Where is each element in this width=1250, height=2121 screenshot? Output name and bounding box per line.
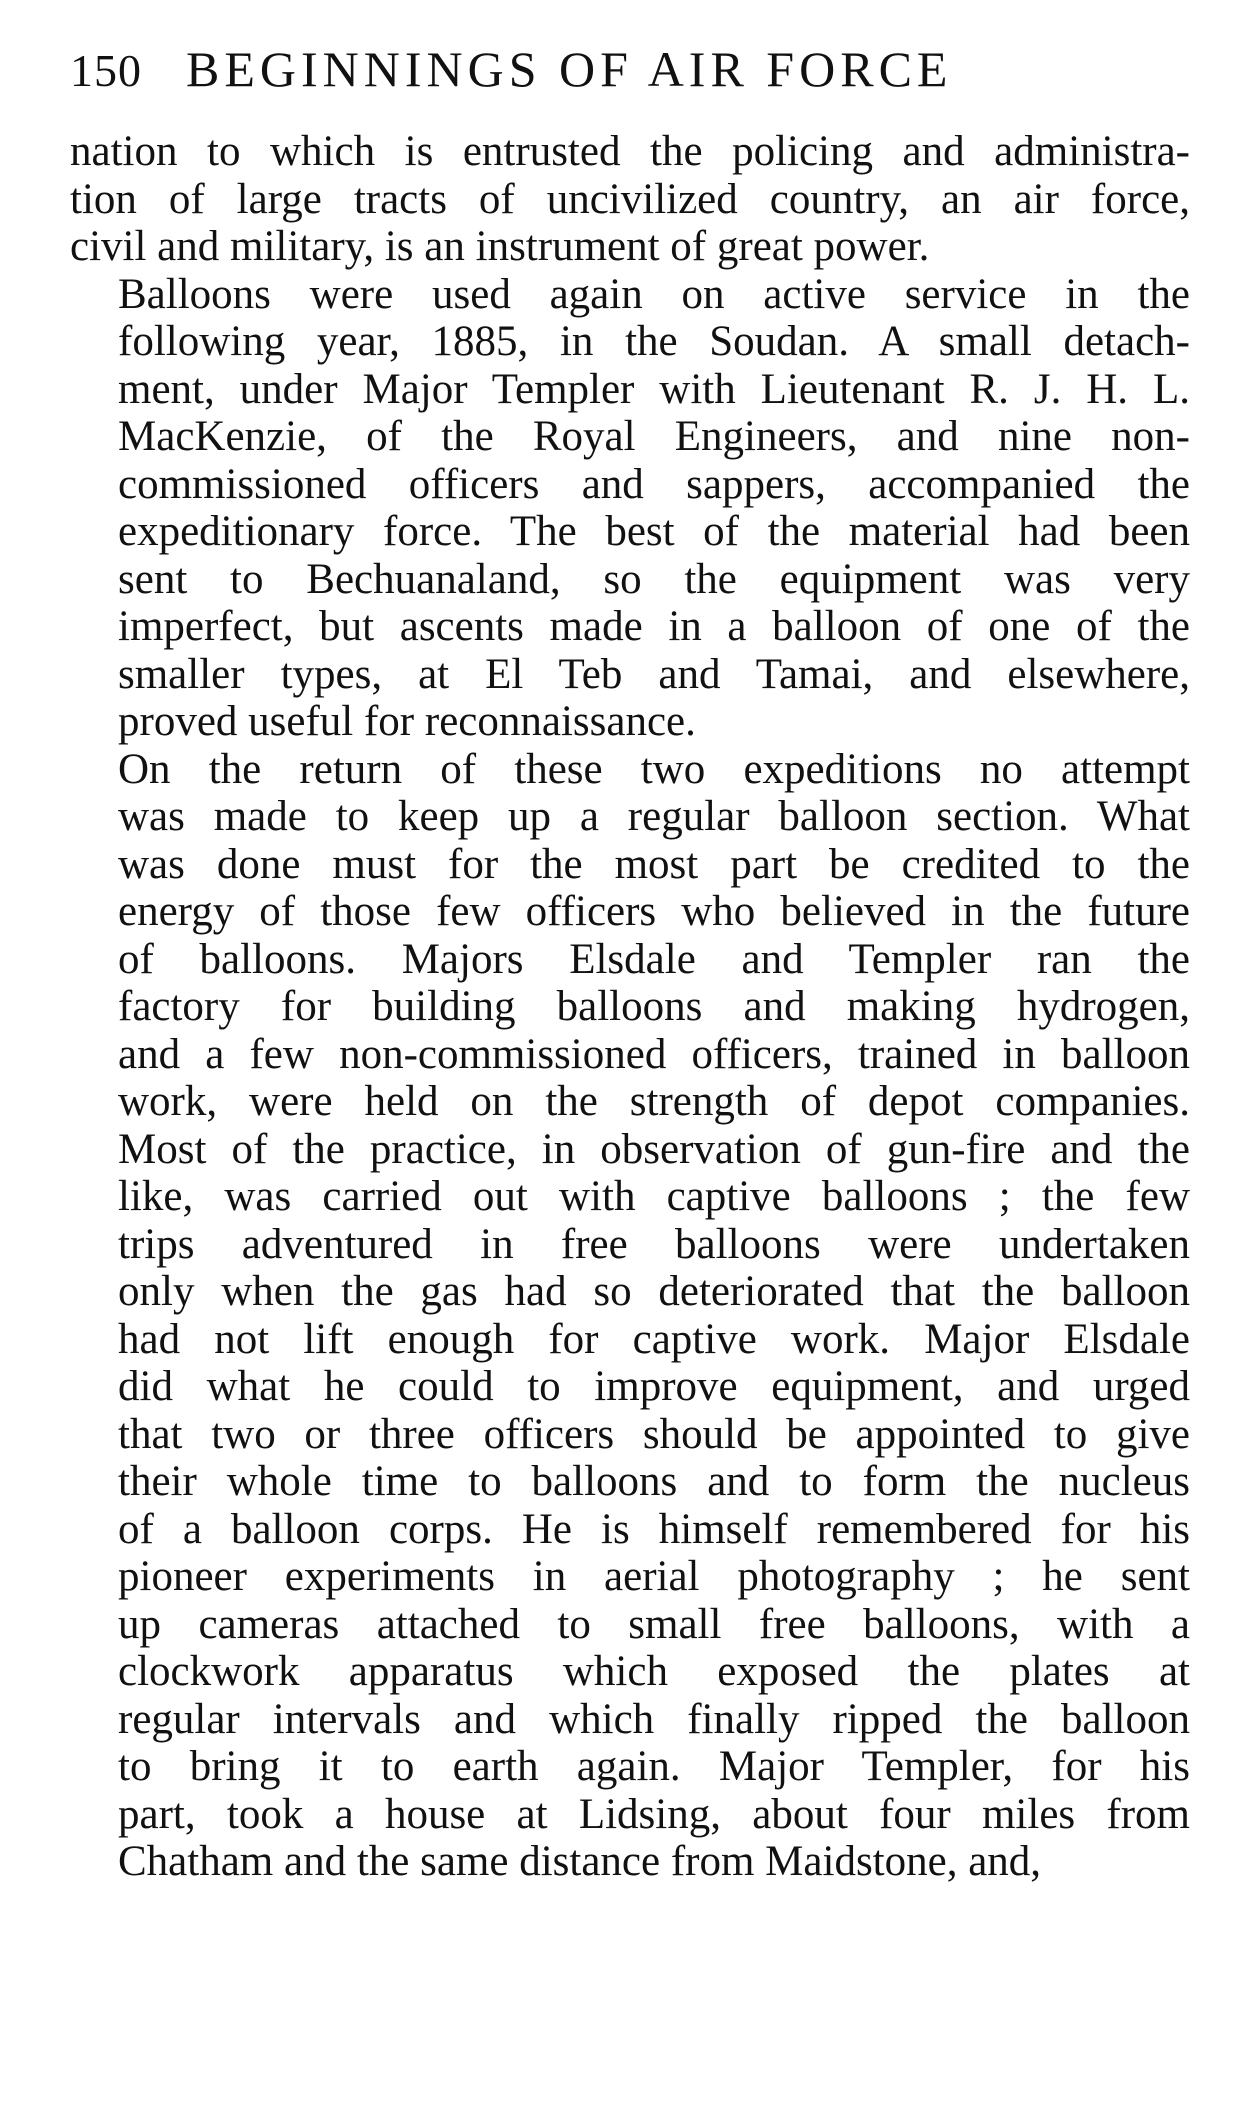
body-text	[70, 128, 1190, 1886]
text-line: following year, 1885, in the Soudan. A small detach-	[118, 318, 1190, 365]
text-line: factory for building balloons and making hydrogen,	[118, 983, 1190, 1030]
page-number: 150	[70, 45, 142, 96]
text-line: Most of the practice, in observation of gun-fire and the	[118, 1125, 1190, 1173]
text-line: to bring it to earth again. Major Templer, for his	[118, 1743, 1190, 1790]
text-line: that two or three officers should be appointed to give	[118, 1410, 1190, 1458]
text-line: civil and military, is an instrument of great power.	[70, 223, 930, 270]
text-line: MacKenzie, of the Royal Engineers, and nine non-	[118, 413, 1190, 460]
text-line: part, took a house at Lidsing, about four miles from	[118, 1790, 1190, 1838]
paragraph	[70, 746, 1190, 1886]
paragraph	[70, 128, 1190, 271]
running-head	[70, 40, 1190, 122]
text-line: was done must for the most part be credited to the	[118, 840, 1190, 888]
text-line: was made to keep up a regular balloon section. What	[118, 793, 1190, 840]
text-line: of balloons. Majors Elsdale and Templer ran the	[118, 935, 1190, 983]
book-page	[70, 40, 1190, 1886]
text-line: up cameras attached to small free balloons, with a	[118, 1600, 1190, 1648]
text-line: nation to which is entrusted the policing and administra-	[70, 128, 1190, 175]
text-line: ment, under Major Templer with Lieutenant R. J. H. L.	[118, 365, 1190, 413]
text-line: only when the gas had so deteriorated that the balloon	[118, 1268, 1190, 1315]
text-line: of a balloon corps. He is himself remembered for his	[118, 1505, 1190, 1553]
text-line: Balloons were used again on active service in the	[118, 270, 1190, 318]
text-line: smaller types, at El Teb and Tamai, and elsewhere,	[118, 650, 1190, 698]
text-line: sent to Bechuanaland, so the equipment was very	[118, 555, 1190, 603]
text-line: and a few non-commissioned officers, trained in balloon	[118, 1030, 1190, 1078]
text-line: tion of large tracts of uncivilized country, an air force,	[70, 175, 1190, 223]
text-line: imperfect, but ascents made in a balloon of one of the	[118, 603, 1190, 650]
text-line: proved useful for reconnaissance.	[118, 698, 696, 745]
text-line: energy of those few officers who believed in the future	[118, 888, 1190, 935]
text-line: Chatham and the same distance from Maidstone, and,	[118, 1838, 1042, 1885]
text-line: regular intervals and which finally ripped the balloon	[118, 1695, 1190, 1743]
text-line: commissioned officers and sappers, accompanied the	[118, 460, 1190, 508]
text-line: pioneer experiments in aerial photography ; he sent	[118, 1553, 1190, 1600]
text-line: expeditionary force. The best of the material had been	[118, 508, 1190, 555]
text-line: had not lift enough for captive work. Major Elsdale	[118, 1315, 1190, 1363]
text-line: work, were held on the strength of depot companies.	[118, 1078, 1190, 1125]
running-title: BEGINNINGS OF AIR FORCE	[186, 41, 953, 97]
text-line: their whole time to balloons and to form the nucleus	[118, 1458, 1190, 1505]
text-line: clockwork apparatus which exposed the plates at	[118, 1648, 1190, 1695]
text-line: trips adventured in free balloons were undertaken	[118, 1220, 1190, 1268]
text-line: did what he could to improve equipment, and urged	[118, 1363, 1190, 1410]
text-line: On the return of these two expeditions no attempt	[118, 745, 1190, 793]
text-line: like, was carried out with captive balloons ; the few	[118, 1173, 1190, 1220]
paragraph	[70, 271, 1190, 746]
